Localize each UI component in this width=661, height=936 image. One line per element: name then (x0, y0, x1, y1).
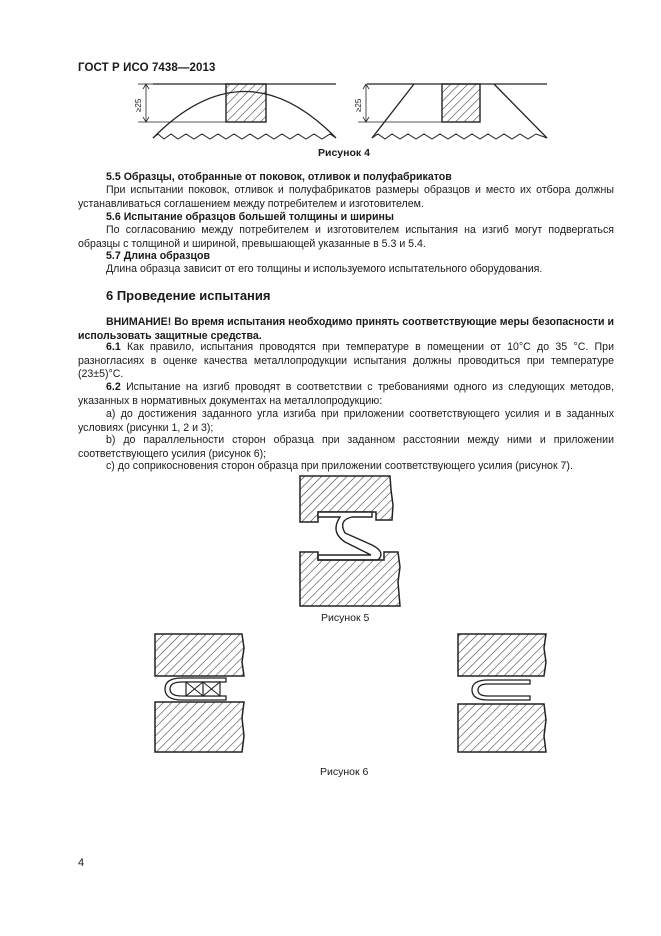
section-5-5-text: При испытании поковок, отливок и полуфабрикатов размеры образцов и место их отбора должны устанавливаться соглашением между потребителем и изготовителем. (78, 184, 614, 210)
section-6-heading: 6 Проведение испытания (106, 288, 271, 303)
document-header: ГОСТ Р ИСО 7438—2013 (78, 62, 216, 74)
section-5-7-text: Длина образца зависит от его толщины и используемого испытательного оборудования. (106, 263, 543, 275)
figure-4-dim-right: ≥25 (354, 98, 363, 112)
figure-5-caption: Рисунок 5 (321, 612, 370, 624)
paragraph-6-1: 6.1 Как правило, испытания проводятся при температуре в помещении от 10°С до 35 °С. При разногласиях в оценке качества металлопродукции испытания должны проводиться при температуре (23±5)°С. (78, 341, 614, 381)
figure-6-caption: Рисунок 6 (320, 766, 369, 778)
section-5-6-title: 5.6 Испытание образцов большей толщины и ширины (106, 211, 394, 223)
page-number: 4 (78, 857, 85, 869)
list-item-b: b) до параллельности сторон образца при заданном расстоянии между ними и приложении соответствующего усилия (рисунок 6); (78, 434, 614, 460)
figure-6-right (458, 634, 546, 752)
figure-4-dim-left: ≥25 (134, 98, 143, 112)
figure-4-caption: Рисунок 4 (318, 147, 370, 159)
section-5-6-text: По согласованию между потребителем и изготовителем испытания на изгиб могут подвергаться образцы с толщиной и шириной, превышающей указанные в 5.3 и 5.4. (78, 224, 614, 250)
list-item-a: а) до достижения заданного угла изгиба при приложении соответствующего усилия и в заданных условиях (рисунки 1, 2 и 3); (78, 408, 614, 434)
paragraph-6-2: 6.2 Испытание на изгиб проводят в соответствии с требованиями одного из следующих методов, указанных в нормативных документах на металлопродукцию: (78, 381, 614, 407)
list-item-c: c) до соприкосновения сторон образца при приложении соответствующего усилия (рисунок 7). (106, 460, 573, 472)
section-5-5-title: 5.5 Образцы, отобранные от поковок, отливок и полуфабрикатов (106, 171, 452, 183)
section-5-7-title: 5.7 Длина образцов (106, 250, 210, 262)
figure-6-left (155, 634, 244, 752)
warning-text: ВНИМАНИЕ! Во время испытания необходимо принять соответствующие меры безопасности и использовать защитные средства. (78, 316, 614, 342)
